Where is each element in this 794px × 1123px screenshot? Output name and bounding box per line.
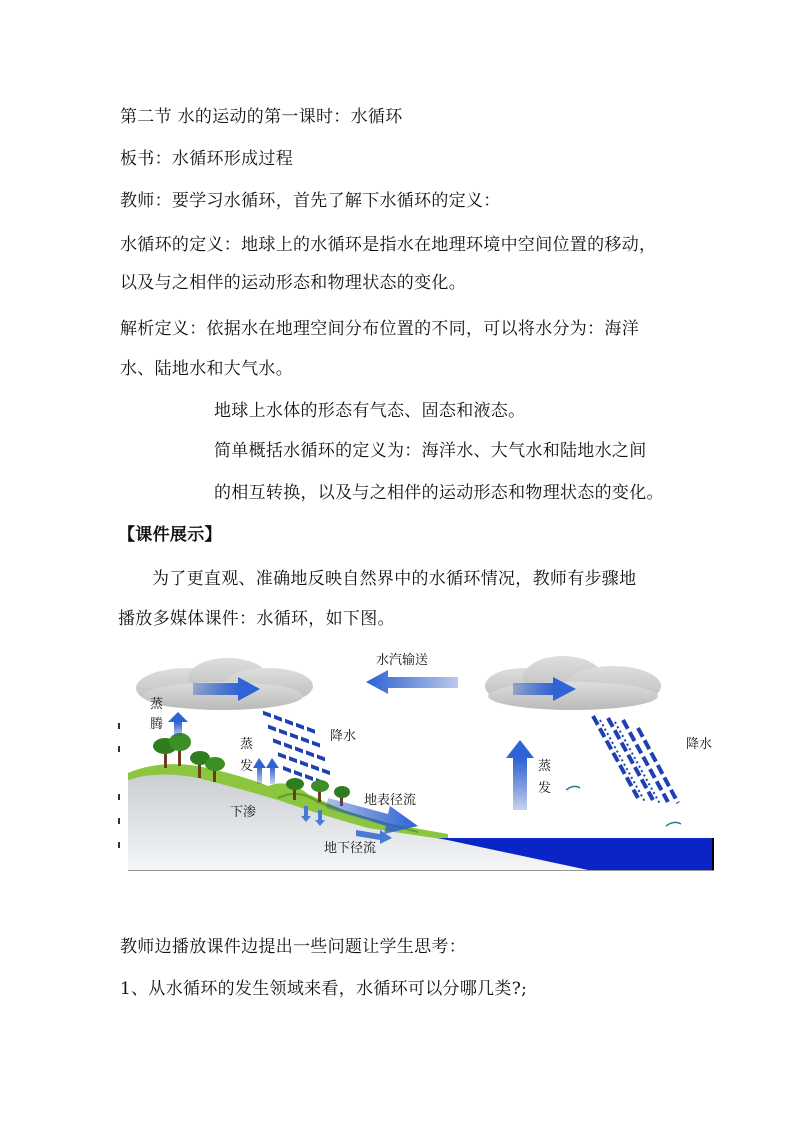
- groundwater-runoff-label: 地下径流: [324, 841, 377, 856]
- courseware-line-1: 为了更直观、准确地反映自然界中的水循环情况，教师有步骤地: [152, 569, 637, 589]
- evaporation-sea-label-1: 蒸: [538, 759, 552, 774]
- evaporation-land-arrow-icon: [253, 758, 279, 784]
- analysis-line-1: 解析定义：依据水在地理空间分布位置的不同，可以将水分为：海洋: [120, 319, 639, 339]
- water-cycle-diagram: [118, 648, 718, 873]
- margin-ticks: [118, 723, 120, 848]
- vapor-transport-label: 水汽输送: [376, 653, 429, 668]
- courseware-heading: 【课件展示】: [118, 525, 222, 545]
- transpiration-label-1: 蒸: [150, 697, 164, 712]
- bird-icon: [566, 786, 681, 826]
- diagram-baseline: [128, 870, 714, 871]
- teacher-question-intro: 教师边播放课件边提出一些问题让学生思考：: [120, 937, 466, 957]
- section-title: 第二节 水的运动的第一课时：水循环: [120, 107, 403, 127]
- evaporation-sea-label-2: 发: [538, 781, 552, 796]
- precip-land-label: 降水: [330, 729, 357, 744]
- cloud-right: [485, 656, 661, 710]
- evaporation-land-label-1: 蒸: [240, 737, 254, 752]
- board-note: 板书：水循环形成过程: [120, 149, 293, 169]
- question-1: 1、从水循环的发生领域来看，水循环可以分哪几类?;: [120, 979, 528, 999]
- precip-sea-label: 降水: [686, 737, 713, 752]
- teacher-intro: 教师：要学习水循环，首先了解下水循环的定义：: [120, 191, 501, 211]
- summary-line-2: 的相互转换，以及与之相伴的运动形态和物理状态的变化。: [214, 483, 664, 503]
- definition-line-2: 以及与之相伴的运动形态和物理状态的变化。: [120, 273, 466, 293]
- definition-line-1: 水循环的定义：地球上的水循环是指水在地理环境中空间位置的移动，: [120, 235, 657, 255]
- evaporation-sea-arrow-icon: [506, 740, 534, 810]
- summary-line-1: 简单概括水循环的定义为：海洋水、大气水和陆地水之间: [214, 441, 647, 461]
- transpiration-arrow-icon: [168, 712, 188, 736]
- infiltration-label: 下渗: [230, 805, 257, 820]
- analysis-line-2: 水、陆地水和大气水。: [120, 359, 293, 379]
- courseware-line-2: 播放多媒体课件：水循环，如下图。: [118, 609, 395, 629]
- water-states: 地球上水体的形态有气态、固态和液态。: [214, 401, 526, 421]
- surface-runoff-label: 地表径流: [364, 793, 417, 808]
- transpiration-label-2: 腾: [150, 717, 164, 732]
- evaporation-land-label-2: 发: [240, 759, 254, 774]
- vapor-transport-arrow-icon: [366, 670, 458, 694]
